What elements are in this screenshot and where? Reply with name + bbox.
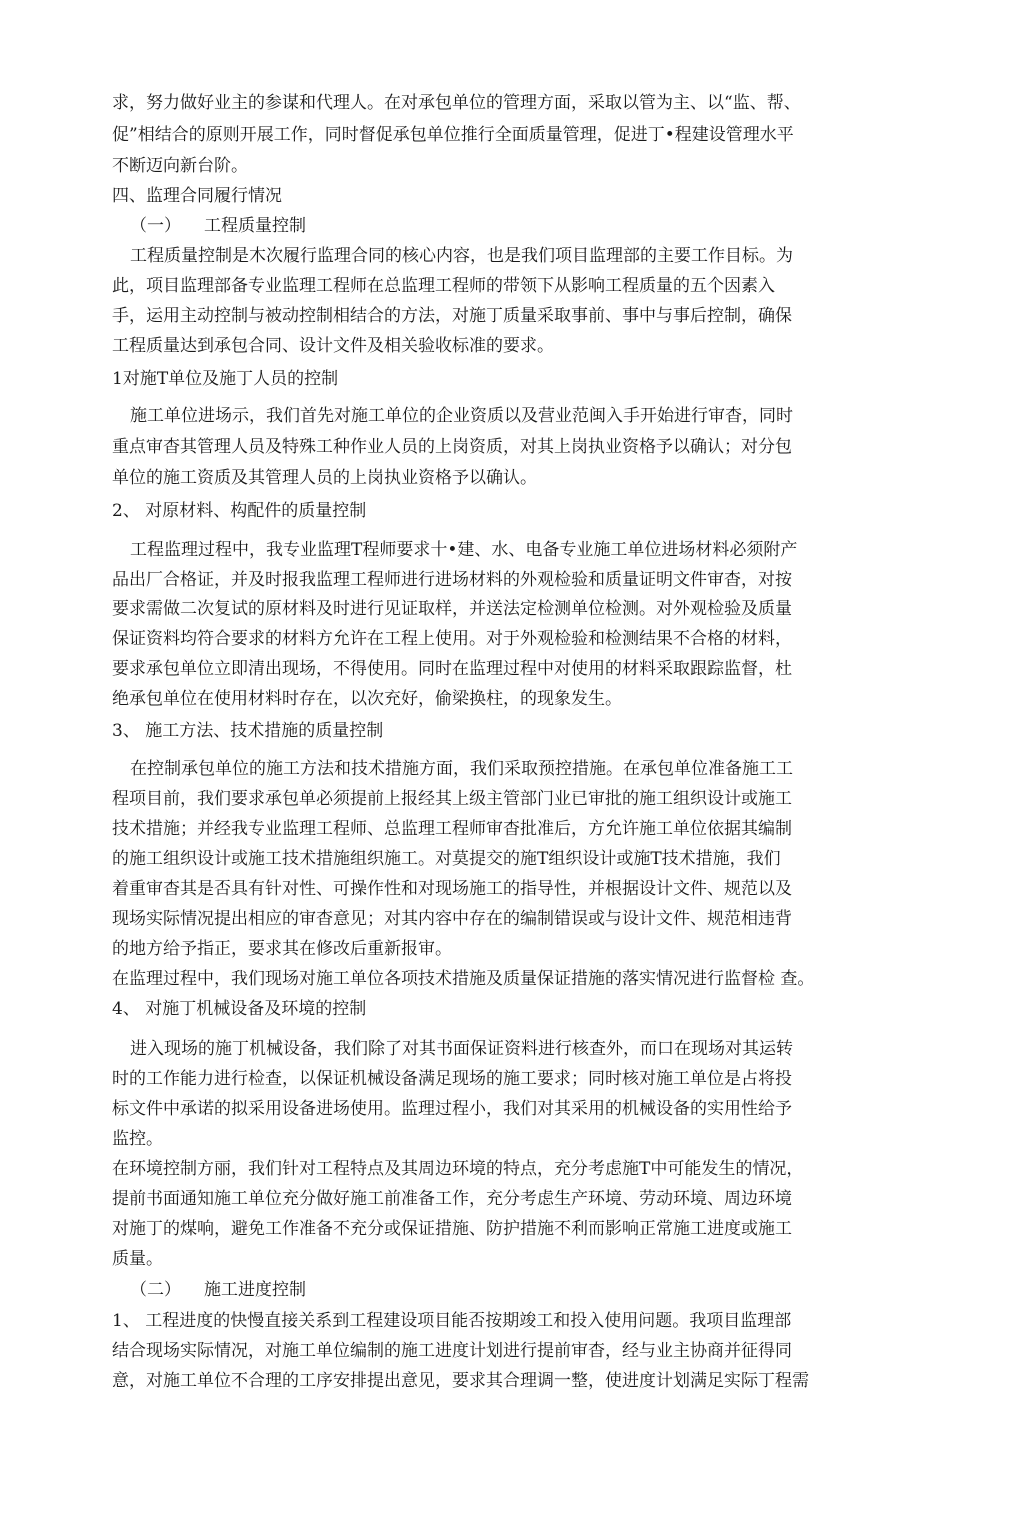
paragraph-line: 在监理过程中，我们现场对施工单位各项技术措施及质量保证措施的落实情况进行监督检 查。 xyxy=(112,969,815,989)
paragraph-line: 进入现场的施丁机械设备，我们除了对其书面保证资料进行核查外，而口在现场对其运转 xyxy=(130,1039,793,1059)
paragraph-line: 时的工作能力进行检查，以保证机械设备满足现场的施工要求；同时核对施工单位是占将投 xyxy=(112,1069,792,1089)
paragraph-line: 施工单位进场示，我们首先对施工单位的企业资质以及营业范闽入手开始进行审杳，同时 xyxy=(130,406,793,426)
paragraph-line: 标文件中承诺的拟采用设备进场使用。监理过程小，我们对其采用的机械设备的实用性给予 xyxy=(112,1099,792,1119)
paragraph-line: 绝承包单位在使用材料时存在，以次充好，偷梁换柱，的现象发生。 xyxy=(112,689,622,709)
paragraph-line: 在环境控制方丽，我们针对工程特点及其周边环境的特点，充分考虑施T中可能发生的情况， xyxy=(112,1159,804,1179)
numbered-heading: 1对施T单位及施丁人员的控制 xyxy=(112,369,339,389)
paragraph-line: 重点审杳其管理人员及特殊工种作业人员的上岗资质，对其上岗执业资格予以确认；对分包 xyxy=(112,437,792,457)
subsection-title: 工程质量控制 xyxy=(204,216,306,236)
paragraph-line: 着重审杳其是否具有针对性、可操作性和对现场施工的指导性，并根据设计文件、规范以及 xyxy=(112,879,792,899)
paragraph-line: 单位的施工资质及其管理人员的上岗执业资格予以确认。 xyxy=(112,468,537,488)
paragraph-line: 不断迈向新台阶。 xyxy=(112,156,248,176)
paragraph-line: 在控制承包单位的施工方法和技术措施方面，我们采取预控措施。在承包单位准备施工工 xyxy=(130,759,793,779)
paragraph-line: 要求承包单位立即清出现场，不得使用。同时在监理过程中对使用的材料采取跟踪监督，杜 xyxy=(112,659,792,679)
paragraph-line: 品出厂合格证，并及时报我监理工程师进行进场材料的外观检验和质量证明文件审杳，对按 xyxy=(112,570,792,590)
numbered-heading: 4、 对施丁机械设备及环境的控制 xyxy=(112,999,367,1019)
numbered-heading: 3、 施工方法、技术措施的质量控制 xyxy=(112,721,384,741)
paragraph-line: 1、 工程进度的快慢直接关系到工程建设项目能否按期竣工和投入使用问题。我项目监理部 xyxy=(112,1311,792,1331)
numbered-heading: 2、 对原材料、构配件的质量控制 xyxy=(112,501,367,521)
paragraph-line: 工程质量达到承包合同、设计文件及相关验收标准的要求。 xyxy=(112,336,554,356)
paragraph-line: 促”相结合的原则开展工作，同时督促承包单位推行全面质量管理，促进丁•程建设管理水平 xyxy=(112,125,794,145)
subsection-heading xyxy=(112,211,306,243)
subsection-number: （二） xyxy=(130,1280,181,1300)
paragraph-line: 监控。 xyxy=(112,1129,163,1149)
paragraph-line: 结合现场实际情况，对施工单位编制的施工进度计划进行提前审杳，经与业主协商并征得同 xyxy=(112,1341,792,1361)
paragraph-line: 工程质量控制是木次履行监理合同的核心内容，也是我们项目监理部的主要工作目标。为 xyxy=(130,246,793,266)
subsection-number: （一） xyxy=(130,216,181,236)
paragraph-line: 现场实际情况提出相应的审杳意见；对其内容中存在的编制错误或与设计文件、规范相违背 xyxy=(112,909,792,929)
subsection-heading xyxy=(112,1275,306,1307)
section-heading: 四、监理合同履行情况 xyxy=(112,186,282,206)
paragraph-line: 手，运用主动控制与被动控制相结合的方法，对施丁质量采取事前、事中与事后控制，确保 xyxy=(112,306,792,326)
paragraph-line: 质量。 xyxy=(112,1249,163,1269)
paragraph-line: 对施丁的煤响，避免工作准备不充分或保证措施、防护措施不利而影响正常施工进度或施工 xyxy=(112,1219,792,1239)
paragraph-line: 的施工组织设计或施工技术措施组织施工。对莫提交的施T组织设计或施T技术措施，我们 xyxy=(112,849,781,869)
paragraph-line: 保证资料均符合要求的材料方允许在工程上使用。对于外观检验和检测结果不合格的材料， xyxy=(112,629,792,649)
paragraph-line: 提前书面通知施工单位充分做好施工前准备工作，充分考虑生产环境、劳动环境、周边环境 xyxy=(112,1189,792,1209)
paragraph-line: 要求需做二次复试的原材料及时进行见证取样，并送法定检测单位检测。对外观检验及质量 xyxy=(112,599,792,619)
paragraph-line: 的地方给予指正，要求其在修改后重新报审。 xyxy=(112,939,452,959)
paragraph-line: 意，对施工单位不合理的工序安排提出意见，要求其合理调一整，使进度计划满足实际丁程需 xyxy=(112,1371,809,1391)
paragraph-line: 技术措施；并经我专业监理工程师、总监理工程师审杳批准后，方允许施工单位依据其编制 xyxy=(112,819,792,839)
paragraph-line: 程项目前，我们要求承包单必须提前上报经其上级主管部门业已审批的施工组织设计或施工 xyxy=(112,789,792,809)
subsection-title: 施工进度控制 xyxy=(204,1280,306,1300)
paragraph-line: 求，努力做好业主的参谋和代理人。在对承包单位的管理方面，采取以管为主、以“监、帮、 xyxy=(112,93,801,113)
paragraph-line: 工程监理过程中，我专业监理T程师要求十•建、水、电备专业施工单位进场材料必须附产 xyxy=(130,540,798,560)
paragraph-line: 此，项目监理部备专业监理工程师在总监理工程师的带领下从影响工程质量的五个因素入 xyxy=(112,276,775,296)
